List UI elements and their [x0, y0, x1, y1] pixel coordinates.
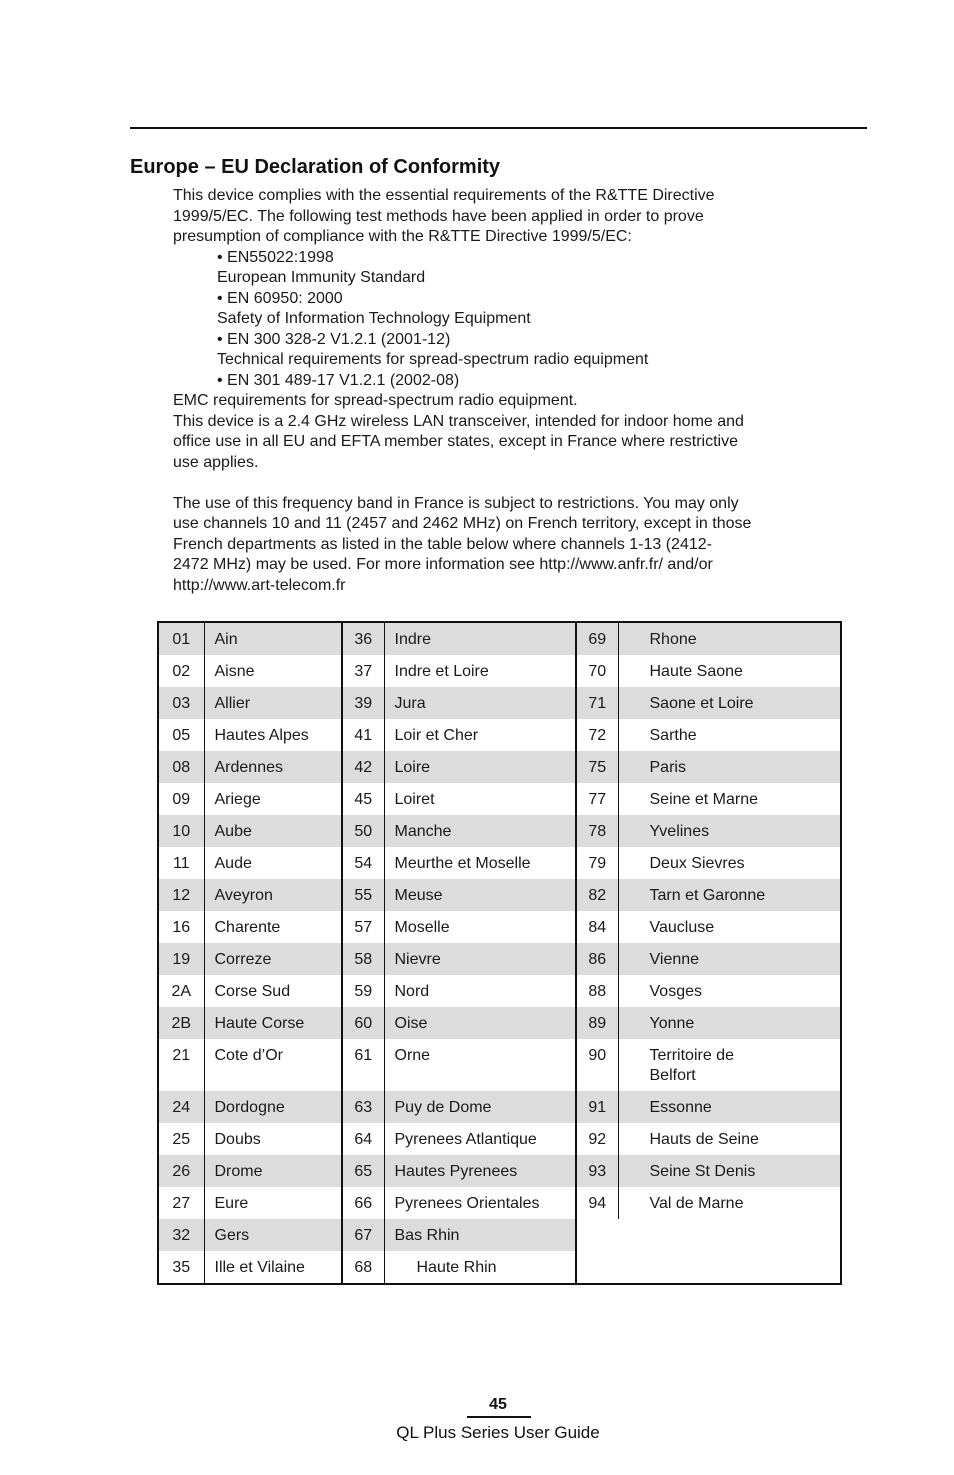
department-name: Hautes Alpes — [204, 719, 342, 751]
department-name: Puy de Dome — [384, 1091, 576, 1123]
department-number: 19 — [158, 943, 204, 975]
department-name: Yonne — [618, 1007, 841, 1039]
department-number: 02 — [158, 655, 204, 687]
department-number — [576, 1219, 618, 1251]
section-heading: Europe – EU Declaration of Conformity — [130, 156, 501, 178]
department-number: 70 — [576, 655, 618, 687]
page-number-rule — [467, 1416, 531, 1418]
department-name: Eure — [204, 1187, 342, 1219]
department-name: Moselle — [384, 911, 576, 943]
department-name: Nievre — [384, 943, 576, 975]
department-number: 41 — [342, 719, 384, 751]
department-name: Manche — [384, 815, 576, 847]
france-line: 2472 MHz) may be used. For more information see http://www.anfr.fr/ and/or — [173, 556, 713, 573]
department-name: Ille et Vilaine — [204, 1251, 342, 1284]
department-number: 03 — [158, 687, 204, 719]
department-number — [576, 1251, 618, 1284]
table-row — [158, 1251, 841, 1284]
department-number: 11 — [158, 847, 204, 879]
table-row — [158, 622, 841, 655]
department-number: 60 — [342, 1007, 384, 1039]
department-name — [618, 1251, 841, 1284]
table-row — [158, 1219, 841, 1251]
standard-line: • EN55022:1998 — [217, 248, 334, 266]
department-number: 36 — [342, 622, 384, 655]
department-name: Loiret — [384, 783, 576, 815]
department-number: 01 — [158, 622, 204, 655]
department-number: 39 — [342, 687, 384, 719]
emc-line: EMC requirements for spread-spectrum radio equipment. — [173, 392, 578, 409]
department-name: Sarthe — [649, 727, 697, 744]
department-number: 2A — [158, 975, 204, 1007]
department-name: Tarn et Garonne — [618, 879, 841, 911]
department-name: Loire — [384, 751, 576, 783]
department-number: 94 — [576, 1187, 618, 1219]
table-row — [158, 1123, 841, 1155]
department-number: 63 — [342, 1091, 384, 1123]
department-number: 90 — [576, 1039, 618, 1091]
department-name: Hauts de Seine — [649, 1131, 759, 1148]
france-line: French departments as listed in the table below where channels 1-13 (2412- — [173, 535, 712, 553]
department-number: 58 — [342, 943, 384, 975]
table-row — [158, 847, 841, 879]
device-line: This device is a 2.4 GHz wireless LAN transceiver, intended for indoor home and — [173, 412, 744, 430]
department-name: Vienne — [618, 943, 841, 975]
department-name: Haute Saone — [649, 663, 743, 680]
department-number: 21 — [158, 1039, 204, 1091]
intro-line: This device complies with the essential requirements of the R&TTE Directive — [173, 187, 715, 204]
guide-title: QL Plus Series User Guide — [396, 1423, 600, 1442]
department-name: Aube — [204, 815, 342, 847]
department-number: 89 — [576, 1007, 618, 1039]
table-row — [158, 1007, 841, 1039]
department-number: 91 — [576, 1091, 618, 1123]
department-name: Seine St Denis — [618, 1155, 841, 1187]
department-name: Drome — [204, 1155, 342, 1187]
department-number: 82 — [576, 879, 618, 911]
table-row — [158, 719, 841, 751]
department-name: Ardennes — [204, 751, 342, 783]
department-name: Oise — [384, 1007, 576, 1039]
table-row — [158, 879, 841, 911]
department-number: 69 — [576, 622, 618, 655]
department-name: Hautes Pyrenees — [384, 1155, 576, 1187]
department-number: 72 — [576, 719, 618, 751]
department-number: 57 — [342, 911, 384, 943]
department-name: Ariege — [204, 783, 342, 815]
table-row — [158, 1091, 841, 1123]
standard-line: Safety of Information Technology Equipment — [217, 310, 531, 327]
france-line: The use of this frequency band in France is subject to restrictions. You may only — [173, 494, 739, 512]
department-number: 24 — [158, 1091, 204, 1123]
department-name: Aude — [204, 847, 342, 879]
department-name: Rhone — [618, 622, 841, 655]
department-number: 32 — [158, 1219, 204, 1251]
department-number: 84 — [576, 911, 618, 943]
department-name: Pyrenees Orientales — [384, 1187, 576, 1219]
device-line: office use in all EU and EFTA member states, except in France where restrictive — [173, 433, 738, 450]
department-name: Saone et Loire — [618, 687, 841, 719]
department-name: Meurthe et Moselle — [384, 847, 576, 879]
table-row — [158, 783, 841, 815]
department-number: 71 — [576, 687, 618, 719]
department-name: Indre — [384, 622, 576, 655]
table-row — [158, 751, 841, 783]
department-number: 35 — [158, 1251, 204, 1284]
department-number: 09 — [158, 783, 204, 815]
department-name: Doubs — [204, 1123, 342, 1155]
department-number: 78 — [576, 815, 618, 847]
department-number: 75 — [576, 751, 618, 783]
department-name: Ain — [204, 622, 342, 655]
department-number: 25 — [158, 1123, 204, 1155]
department-name: Gers — [204, 1219, 342, 1251]
department-number: 27 — [158, 1187, 204, 1219]
table-row — [158, 1155, 841, 1187]
department-name: Meuse — [384, 879, 576, 911]
department-name: Charente — [204, 911, 342, 943]
department-number: 93 — [576, 1155, 618, 1187]
department-number: 54 — [342, 847, 384, 879]
department-number: 88 — [576, 975, 618, 1007]
intro-line: 1999/5/EC. The following test methods have been applied in order to prove — [173, 207, 704, 225]
department-name: Vosges — [649, 983, 702, 1000]
department-number: 59 — [342, 975, 384, 1007]
standard-line: Technical requirements for spread-spectrum radio equipment — [217, 351, 649, 368]
department-name: Vaucluse — [649, 919, 715, 936]
department-number: 50 — [342, 815, 384, 847]
france-line: use channels 10 and 11 (2457 and 2462 MHz) on French territory, except in those — [173, 515, 752, 532]
department-name: Dordogne — [204, 1091, 342, 1123]
department-name: Yvelines — [618, 815, 841, 847]
department-name: Val de Marne — [649, 1195, 744, 1212]
page-number: 45 — [489, 1396, 507, 1413]
department-number: 61 — [342, 1039, 384, 1091]
table-row — [158, 687, 841, 719]
department-number: 77 — [576, 783, 618, 815]
france-line: http://www.art-telecom.fr — [173, 576, 346, 594]
standard-line: • EN 60950: 2000 — [217, 289, 343, 307]
department-number: 45 — [342, 783, 384, 815]
intro-line: presumption of compliance with the R&TTE Directive 1999/5/EC: — [173, 228, 632, 245]
table-row — [158, 815, 841, 847]
department-number: 37 — [342, 655, 384, 687]
standard-line: • EN 300 328-2 V1.2.1 (2001-12) — [217, 330, 451, 348]
department-name: Bas Rhin — [384, 1219, 576, 1251]
department-name: Territoire de Belfort — [649, 1047, 734, 1084]
department-number: 86 — [576, 943, 618, 975]
department-number: 92 — [576, 1123, 618, 1155]
table-row — [158, 655, 841, 687]
department-name: Aveyron — [204, 879, 342, 911]
department-name: Haute Corse — [204, 1007, 342, 1039]
table-row — [158, 975, 841, 1007]
top-rule — [130, 127, 867, 129]
department-name: Loir et Cher — [384, 719, 576, 751]
standard-line: European Immunity Standard — [217, 269, 426, 286]
department-name: Cote d’Or — [204, 1039, 342, 1091]
department-name — [618, 1219, 841, 1251]
body-text — [173, 186, 833, 596]
department-number: 16 — [158, 911, 204, 943]
department-number: 42 — [342, 751, 384, 783]
department-number: 10 — [158, 815, 204, 847]
standard-line: • EN 301 489-17 V1.2.1 (2002-08) — [217, 371, 460, 389]
department-number: 64 — [342, 1123, 384, 1155]
table-row — [158, 911, 841, 943]
department-number: 55 — [342, 879, 384, 911]
department-name: Indre et Loire — [384, 655, 576, 687]
department-number: 66 — [342, 1187, 384, 1219]
department-number: 08 — [158, 751, 204, 783]
department-name: Haute Rhin — [384, 1251, 576, 1284]
departments-table — [157, 621, 842, 1285]
department-name: Corse Sud — [204, 975, 342, 1007]
department-name: Pyrenees Atlantique — [384, 1123, 576, 1155]
department-number: 2B — [158, 1007, 204, 1039]
department-name: Aisne — [204, 655, 342, 687]
table-row — [158, 1039, 841, 1091]
table-row — [158, 1187, 841, 1219]
department-number: 79 — [576, 847, 618, 879]
department-name: Seine et Marne — [649, 791, 759, 808]
department-name: Orne — [384, 1039, 576, 1091]
department-name: Essonne — [618, 1091, 841, 1123]
department-name: Deux Sievres — [649, 855, 745, 872]
department-name: Correze — [204, 943, 342, 975]
department-name: Paris — [618, 751, 841, 783]
department-name: Jura — [384, 687, 576, 719]
table-row — [158, 943, 841, 975]
department-name: Nord — [384, 975, 576, 1007]
department-number: 12 — [158, 879, 204, 911]
department-number: 26 — [158, 1155, 204, 1187]
department-number: 67 — [342, 1219, 384, 1251]
department-number: 65 — [342, 1155, 384, 1187]
device-line: use applies. — [173, 453, 259, 471]
department-name: Allier — [204, 687, 342, 719]
department-number: 68 — [342, 1251, 384, 1284]
department-number: 05 — [158, 719, 204, 751]
